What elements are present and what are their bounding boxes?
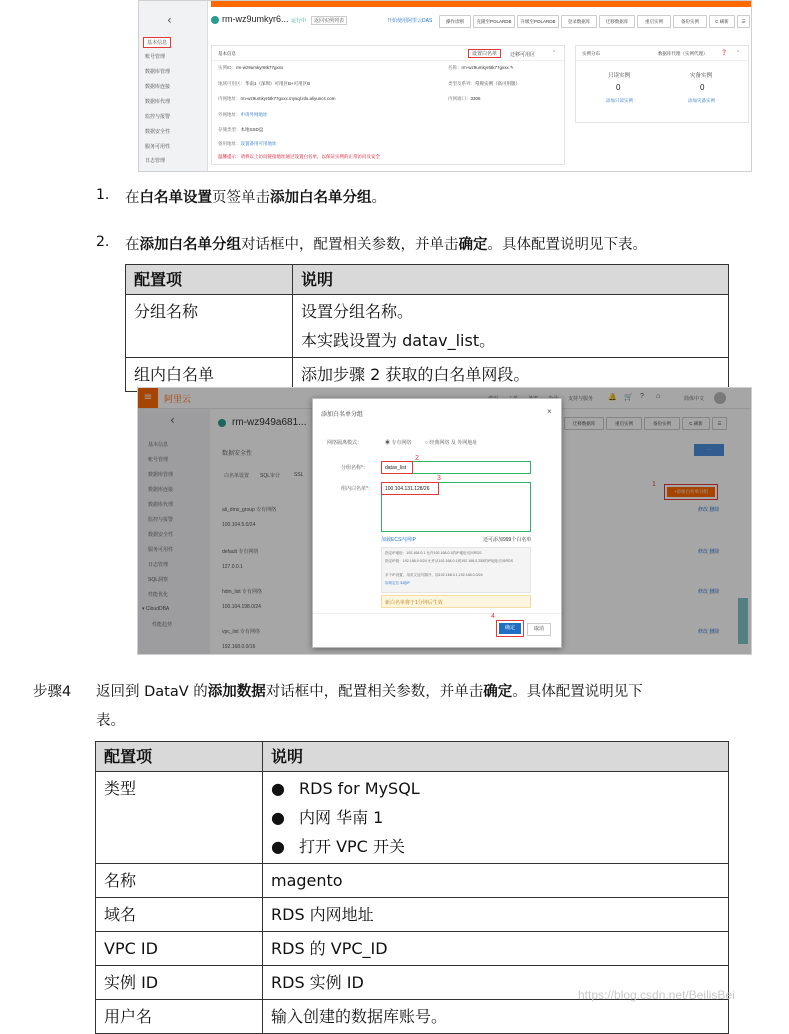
group-name: vpc_list 专有网络 — [222, 629, 261, 635]
warning-text: 新白名单将于1分钟后生效 — [385, 600, 443, 606]
ok-button[interactable]: 确定 — [499, 623, 521, 634]
table-cell-item: VPC ID — [96, 932, 263, 966]
group-name-value: datav_list — [385, 465, 407, 471]
table-cell-desc: magento — [263, 864, 729, 898]
group-actions[interactable]: 修改 删除 — [698, 507, 720, 513]
das-link[interactable]: 开始使用阿里云DAS — [387, 18, 433, 24]
marker-2: 2 — [415, 455, 419, 462]
step-text-part: 。具体配置说明见下 — [512, 684, 643, 700]
home-icon[interactable]: ⌂ — [656, 393, 661, 400]
close-icon[interactable]: × — [547, 407, 552, 416]
kv-value: rm-wz9umkyr6tk77gxxx — [461, 65, 509, 70]
refresh-button[interactable]: C 刷新 — [709, 15, 735, 28]
marker-1: 1 — [652, 481, 656, 488]
chevron-left-icon[interactable]: ‹ — [167, 13, 172, 27]
step-text-part: 在 — [125, 190, 140, 206]
top-accent-bar — [211, 1, 751, 7]
panel-title: 实例分布 — [582, 51, 600, 56]
proxy-label: 数据库代理（实例代理） — [658, 51, 708, 56]
add-disaster-link[interactable]: 添加灾备实例 — [688, 98, 715, 103]
readonly-count: 0 — [616, 83, 621, 92]
sidebar-item[interactable]: SQL洞察 — [148, 577, 169, 583]
table-row — [126, 295, 729, 358]
screenshot-add-whitelist-dialog — [137, 387, 752, 655]
table-cell-desc — [293, 295, 729, 358]
remaining-count: 还可添加999个白名单 — [483, 537, 532, 543]
highlight-box — [496, 620, 524, 637]
sidebar-item[interactable]: 数据库管理 — [148, 472, 174, 478]
table-cell-item: 分组名称 — [126, 295, 293, 358]
collapse-icon[interactable]: ⌃ — [736, 50, 741, 56]
marker-3: 3 — [437, 475, 441, 482]
group-name: hdm_list 专有网络 — [222, 589, 263, 595]
sidebar-item[interactable]: 服务可用性 — [145, 144, 171, 150]
cancel-button[interactable]: 取消 — [527, 623, 551, 636]
login-db-button[interactable]: 登录数据库 — [561, 15, 597, 28]
table-cell-item: 域名 — [96, 898, 263, 932]
console-sidebar — [139, 1, 208, 171]
kv-value: 常规实例（高可用版） — [475, 81, 520, 86]
warning-banner — [381, 595, 531, 608]
table-header: 配置项 — [96, 742, 263, 772]
sidebar-item[interactable]: 监控与报警 — [145, 114, 171, 120]
group-ip: 100.104.198.0/24 — [222, 604, 261, 610]
table-row — [96, 772, 729, 864]
status-badge: 运行中 — [291, 18, 307, 24]
menu-icon[interactable]: ≡ — [138, 388, 158, 408]
cart-icon[interactable]: 🛒 — [624, 394, 633, 401]
top-link[interactable]: 支持与服务 — [568, 396, 594, 402]
step-4-text — [96, 680, 643, 701]
group-ips-label: 组内白名单*： — [341, 486, 373, 492]
step-4-label: 步骤4 — [33, 684, 72, 700]
step-2-number: 2. — [96, 234, 110, 250]
menu-icon[interactable]: ☰ — [737, 15, 750, 28]
table-row — [96, 898, 729, 932]
table-header: 说明 — [293, 265, 729, 295]
add-readonly-link[interactable]: 添加只读实例 — [606, 98, 633, 103]
bullet-line: ● RDS for MySQL — [271, 779, 420, 798]
add-whitelist-dialog — [312, 398, 562, 648]
add-whitelist-group-button[interactable]: +添加白名单分组 — [667, 487, 715, 497]
hint-line: 多个IP设置，用英文逗号隔开，如192.168.0.1,192.168.0.0/24 — [385, 573, 483, 577]
dialog-title: 添加白名单分组 — [321, 412, 364, 418]
step-text-part: 页签单击 — [212, 190, 270, 206]
step-4-text-cont: 表。 — [96, 713, 125, 729]
table-cell-desc: 输入创建的数据库账号。 — [263, 1000, 729, 1034]
sidebar-item[interactable]: 基本信息 — [148, 442, 169, 448]
sidebar-item[interactable]: 性能优化 — [148, 592, 169, 598]
sidebar-item[interactable]: 数据库管理 — [145, 69, 171, 75]
table-cell-desc: 添加步骤 2 获取的白名单网段。 — [293, 358, 729, 392]
collapse-icon[interactable]: ⌃ — [552, 50, 557, 56]
load-ecs-ip-link[interactable]: 加载ECS内网IP — [381, 537, 417, 543]
kv-key: 内网地址： — [218, 96, 241, 101]
instance-name: rm-wz9umkyr6... — [222, 14, 289, 24]
step-bold-term: 添加白名单分组 — [270, 190, 372, 206]
sidebar-item[interactable]: 数据库代理 — [148, 502, 174, 508]
config-table-whitelist — [125, 264, 729, 392]
kv-key: 备用地址： — [218, 141, 241, 146]
kv-key: 类型及系列： — [448, 81, 475, 86]
panel-title: 基本信息 — [218, 51, 236, 56]
tab-whitelist[interactable]: 白名单设置 — [224, 473, 250, 479]
step-text-part: 对话框中，配置相关参数，并单击 — [265, 684, 484, 700]
disaster-count: 0 — [700, 83, 705, 92]
sidebar-item[interactable]: 数据库代理 — [145, 99, 171, 105]
kv-key: 实例ID： — [218, 65, 236, 70]
aliyun-logo: 阿里云 — [164, 394, 192, 404]
net-mode-label: 网络隔离模式： — [327, 440, 363, 446]
warning-text: 温馨提示：请将以上访问链接地址通过设置白名单，以保证实例的正常访问及安全 — [218, 154, 380, 159]
step-1-text — [125, 186, 386, 207]
step-bold-term: 确定 — [483, 684, 513, 700]
bell-icon[interactable]: 🔔 — [608, 394, 617, 401]
sidebar-item[interactable]: 性能趋势 — [152, 622, 173, 628]
diagnose-button[interactable]: 操作诊断 — [439, 15, 471, 28]
marker-4: 4 — [491, 613, 495, 620]
table-cell-desc: RDS 实例 ID — [263, 966, 729, 1000]
step-bold-term: 添加数据 — [207, 684, 266, 700]
net-option-classic[interactable]: ○ 经典网络 及 外网地址 — [425, 440, 478, 446]
sidebar-item[interactable]: 账号管理 — [148, 457, 169, 463]
table-cell-item: 类型 — [96, 772, 263, 864]
group-actions[interactable]: 修改 删除 — [698, 629, 720, 635]
backup-address-link[interactable]: 设置备用可用地址 — [240, 141, 277, 146]
table-header: 说明 — [263, 742, 729, 772]
kv-key: 内网端口： — [448, 96, 471, 101]
step-bold-term: 确定 — [458, 237, 488, 253]
disaster-label: 灾备实例 — [690, 73, 713, 79]
mysql-icon — [211, 16, 219, 24]
migrate-zone-link[interactable]: 迁移可用区 — [510, 52, 536, 58]
step-text-part: 在 — [125, 237, 140, 253]
data-security-button[interactable]: ··· — [694, 444, 724, 456]
refresh-button[interactable]: C 刷新 — [682, 417, 710, 430]
sidebar-item[interactable]: 监控与报警 — [148, 517, 174, 523]
watermark: https://blog.csdn.net/BeilisBei — [578, 988, 735, 1002]
kv-value: rm-wz9umkyr6tk77gxxx.mysql.rds.aliyuncs.com — [240, 96, 336, 101]
table-cell-item: 组内白名单 — [126, 358, 293, 392]
step-bold-term: 添加白名单分组 — [139, 237, 241, 253]
table-cell-item: 用户名 — [96, 1000, 263, 1034]
menu-icon[interactable]: ☰ — [712, 417, 727, 430]
table-cell-item: 实例 ID — [96, 966, 263, 1000]
screenshot-rds-basic-info — [138, 0, 752, 172]
migrate-db-button[interactable]: 迁移数据库 — [564, 417, 604, 430]
step-1-number: 1. — [96, 187, 110, 203]
readonly-label: 只读实例 — [608, 73, 631, 79]
chevron-left-icon[interactable]: ‹ — [170, 413, 175, 427]
group-ips-value: 100.104.131.128/26 — [385, 486, 430, 492]
sidebar-item-basic[interactable]: 基本信息 — [143, 37, 171, 48]
tab-sql-audit[interactable]: SQL审计 — [260, 473, 281, 479]
sidebar-item[interactable]: 数据库连接 — [148, 487, 174, 493]
sidebar-item[interactable]: 服务可用性 — [148, 547, 174, 553]
sidebar-item[interactable]: ▾ CloudDBA — [142, 606, 170, 612]
instance-name: rm-wz949a681... — [232, 417, 307, 428]
sidebar-item[interactable]: 数据安全性 — [148, 532, 174, 538]
kv-value: 3306 — [470, 96, 481, 101]
kv-key: 存储类型： — [218, 127, 241, 132]
kv-value: 华南1（深圳）可用区B+可用区B — [245, 81, 311, 86]
sidebar-item[interactable]: 日志管理 — [145, 158, 166, 164]
group-name: default 专有网络 — [222, 549, 259, 555]
apply-public-address-link[interactable]: 申请外网地址 — [240, 112, 268, 117]
group-name-label: 分组名称*： — [341, 465, 368, 471]
bullet-line: ● 打开 VPC 开关 — [271, 837, 405, 856]
sidebar-item[interactable]: 日志管理 — [148, 562, 169, 568]
help-icon[interactable]: ? — [640, 393, 644, 400]
step-text-part: 。具体配置说明见下表。 — [487, 237, 647, 253]
table-cell-desc: RDS 的 VPC_ID — [263, 932, 729, 966]
net-option-vpc[interactable]: ◉ 专有网络 — [385, 440, 412, 446]
table-cell-desc: RDS 内网地址 — [263, 898, 729, 932]
table-cell-item: 名称 — [96, 864, 263, 898]
step-text-part: 。 — [371, 190, 386, 206]
kv-key: 名称： — [448, 65, 462, 70]
step-2-text — [125, 233, 647, 254]
step-text-part: 返回到 DataV 的 — [96, 684, 208, 700]
group-actions[interactable]: 修改 删除 — [698, 589, 720, 595]
sidebar-item[interactable]: 数据安全性 — [145, 129, 171, 135]
restart-button[interactable]: 重启实例 — [606, 417, 642, 430]
migrate-db-button[interactable]: 迁移数据库 — [599, 15, 635, 28]
group-ip: 192.168.0.0/16 — [222, 644, 256, 650]
restart-button[interactable]: 重启实例 — [637, 15, 671, 28]
upgrade-polardb-button[interactable]: 升级至POLARDB — [517, 15, 559, 28]
desc-line: 本实践设置为 datav_list。 — [301, 331, 496, 350]
hint-box — [381, 547, 531, 593]
backup-button[interactable]: 备份实例 — [644, 417, 680, 430]
step-text-part: 对话框中，配置相关参数，并单击 — [241, 237, 459, 253]
tab-ssl[interactable]: SSL — [294, 472, 304, 478]
kv-value: rm-wz9umkyr6tk77gxxx — [236, 65, 284, 70]
step-bold-term: 白名单设置 — [139, 190, 212, 206]
highlight-box — [381, 482, 439, 495]
desc-line: 设置分组名称。 — [301, 302, 414, 321]
group-ip: 100.104.5.0/24 — [222, 522, 256, 528]
kv-value: 本地SSD盘 — [240, 127, 264, 132]
set-whitelist-link[interactable]: 设置白名单 — [468, 49, 501, 58]
bullet-line: ● 内网 华南 1 — [271, 808, 384, 827]
hint-line: 指定IP段：192.168.0.0/24 允许从192.168.0.1到192.168.0.255的IP地址访问RDS — [385, 559, 514, 563]
clone-polardb-button[interactable]: 克隆至POLARDB — [473, 15, 515, 28]
group-ip: 127.0.0.1 — [222, 564, 243, 570]
hint-line: 指定IP地址：192.168.0.1 允许192.168.0.1的IP地址访问RDS — [385, 551, 482, 555]
sidebar-item[interactable]: 账号管理 — [145, 54, 166, 60]
section-title: 数据安全性 — [222, 451, 253, 457]
table-header: 配置项 — [126, 265, 293, 295]
language-label[interactable]: 简体中文 — [684, 396, 705, 402]
table-row — [96, 864, 729, 898]
kv-key: 地域可用区： — [218, 81, 245, 86]
group-name: ali_dms_group 专有网络 — [222, 507, 277, 513]
sidebar-item[interactable]: 数据库连接 — [145, 84, 171, 90]
backup-button[interactable]: 备份实例 — [673, 15, 707, 28]
basic-info-panel: 基本信息 设置白名单 迁移可用区 ⌃ 实例ID：rm-wz9umkyr6tk77gxxx 地域可用区：华南1（深圳）可用区B+可用区B 内网地址：rm-wz9umkyr6tk77gxxx.mysql.rds.aliyuncs.com 外网地址：申请外网地址 存储类型：本地SSD盘 备用地址：设置备用可用地址 温馨提示：请将以上访问链接地址通过设置白名单，以保证实例的正常访问及安全 名称：rm-wz9umkyr6tk77gxxx ✎ 类型及系列：常规实例（高可用版） 内网端口：3306 — [211, 45, 565, 165]
group-actions[interactable]: 修改 删除 — [698, 549, 720, 555]
table-row — [96, 932, 729, 966]
back-to-list-button[interactable]: 返回实例列表 — [311, 16, 347, 25]
table-row — [96, 1000, 729, 1034]
highlight-box — [381, 461, 413, 474]
local-ip-link[interactable]: 如何定位本地IP — [385, 581, 410, 585]
kv-key: 外网地址： — [218, 112, 241, 117]
table-cell-desc — [263, 772, 729, 864]
instance-distribution-panel — [575, 45, 749, 123]
help-icon: ❓ — [721, 50, 728, 56]
